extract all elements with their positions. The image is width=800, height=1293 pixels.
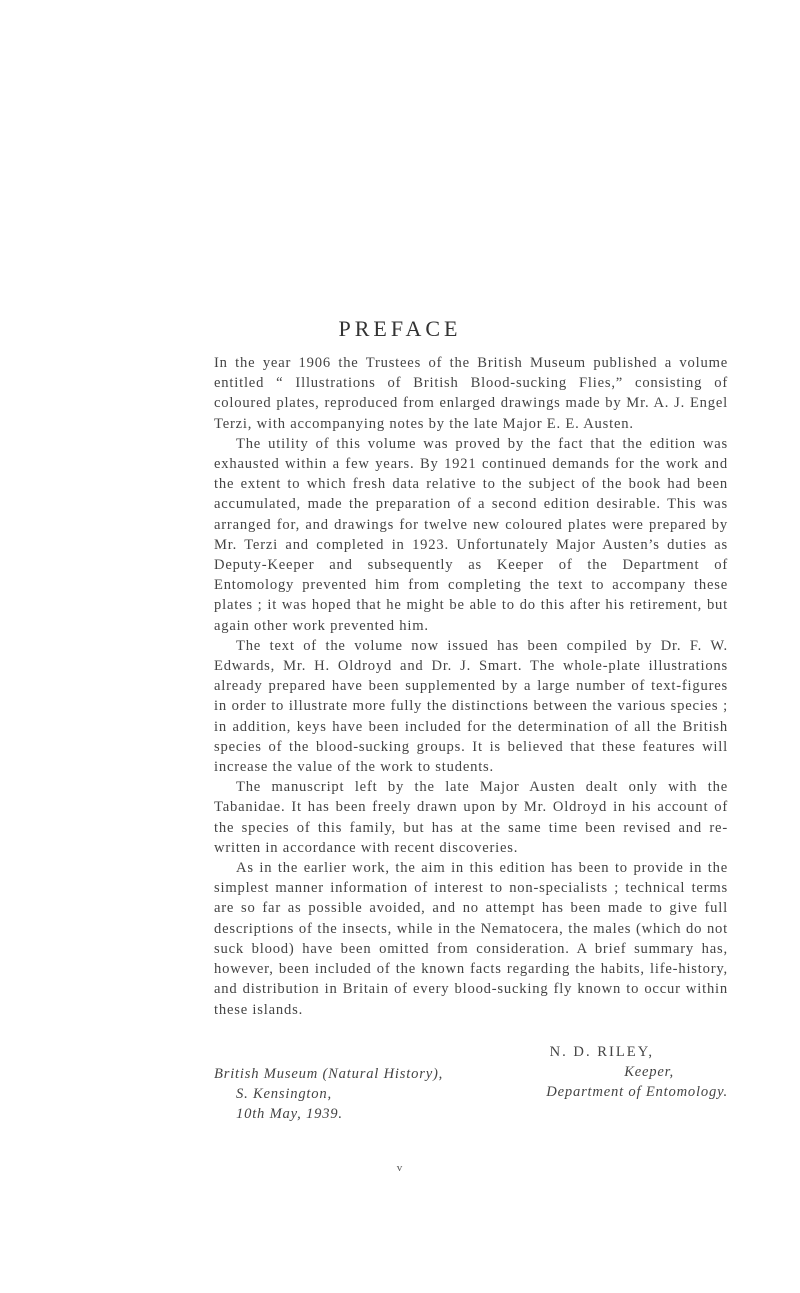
preface-body — [214, 353, 728, 1020]
paragraph: As in the earlier work, the aim in this edition has been to provide in the simplest manner information of interest to non-specialists ; technical terms are so far as possible avoided, and no attempt has been made to give full descriptions of the insects, while in the Nematocera, the males (which do not suck blood) have been omitted from consideration. A brief summary has, however, been included of the known facts regarding the habits, life-history, and distribution in Britain of every blood-sucking fly known to occur within these islands. — [214, 860, 728, 1018]
place-line: S. Kensington, — [236, 1086, 332, 1102]
date-line: 10th May, 1939. — [236, 1106, 343, 1122]
page-title: PREFACE — [338, 316, 462, 341]
paragraph: The manuscript left by the late Major Austen dealt only with the Tabanidae. It has been freely drawn upon by Mr. Oldroyd in his account of the species of this family, but has at the same time been revised and re-written in accordance with recent discoveries. — [214, 779, 728, 856]
signature-block — [214, 1042, 728, 1122]
paragraph: The utility of this volume was proved by the fact that the edition was exhausted within a few years. By 1921 continued demands for the work and the extent to which fresh data relative to the subject of the book had been accumulated, made the preparation of a second edition desirable. This was arranged for, and drawings for twelve new coloured plates were prepared by Mr. Terzi and completed in 1923. Unfortunately Major Austen’s duties as Deputy-Keeper and subsequently as Keeper of the Department of Entomology prevented him from completing the text to accompany these plates ; it was hoped that he might be able to do this after his retirement, but again other work prevented him. — [214, 435, 728, 634]
signatory-name: N. D. RILEY, — [549, 1044, 654, 1060]
paragraph: The text of the volume now issued has been compiled by Dr. F. W. Edwards, Mr. H. Oldroyd and Dr. J. Smart. The whole-plate illustrations already prepared have been supplemented by a large number of text-figures in order to illustrate more fully the distinctions between the various species ; in addition, keys have been included for the determination of all the British species of the blood-sucking groups. It is believed that these features will increase the value of the work to students. — [214, 637, 728, 776]
signatory-department: Department of Entomology. — [546, 1084, 728, 1100]
page-number: v — [396, 1162, 404, 1174]
place-and-date — [214, 1064, 443, 1124]
signatory-role: Keeper, — [624, 1064, 674, 1080]
paragraph: In the year 1906 the Trustees of the British Museum published a volume entitled “ Illustrations of British Blood-sucking Flies,” consisting of coloured plates, reproduced from enlarged drawings made by Mr. A. J. Engel Terzi, with accompanying notes by the late Major E. E. Austen. — [214, 355, 728, 432]
signatory — [546, 1042, 728, 1102]
place-line: British Museum (Natural History), — [214, 1066, 444, 1082]
